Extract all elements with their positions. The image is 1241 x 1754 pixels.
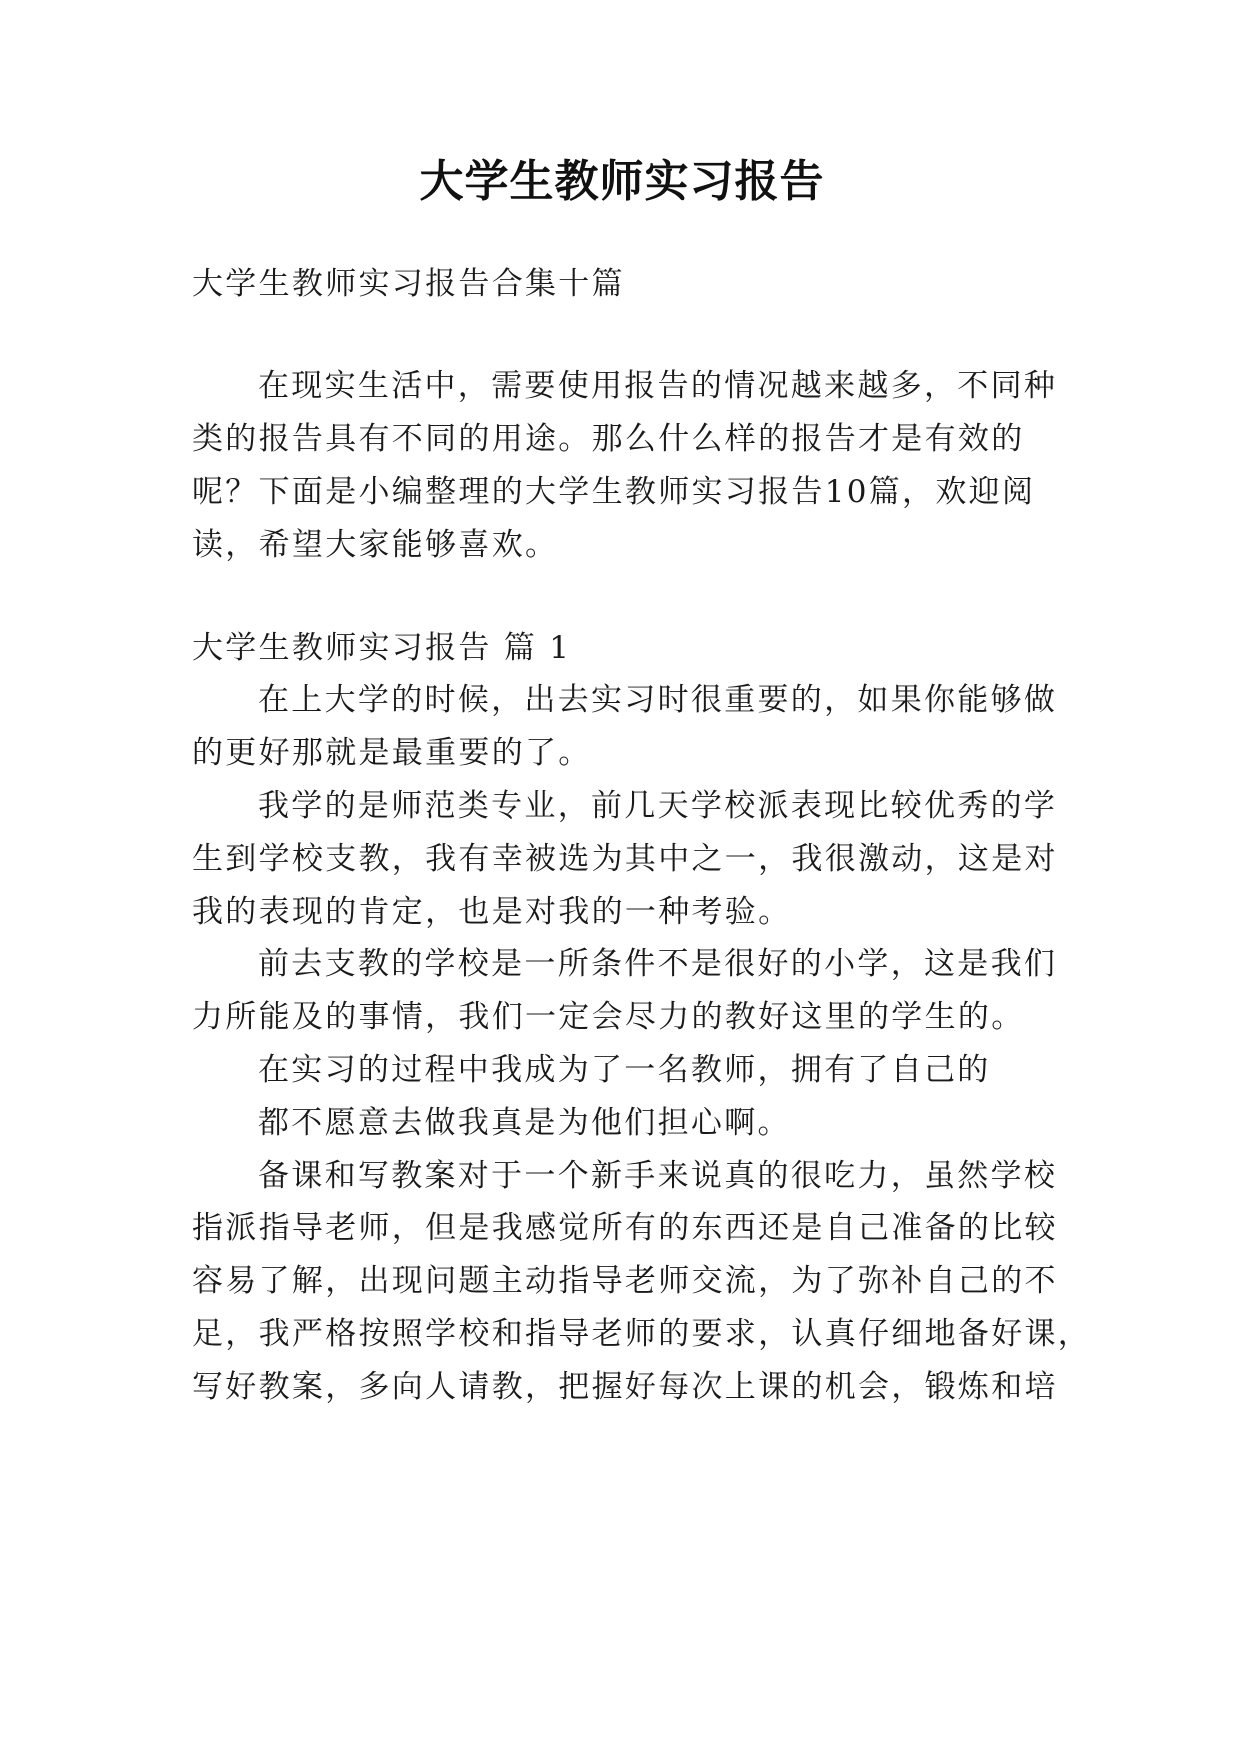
body-line-3: 我学的是师范类专业，前几天学校派表现比较优秀的学	[258, 788, 1058, 824]
intro-line-4: 读，希望大家能够喜欢。	[192, 527, 559, 563]
body-line-7: 力所能及的事情，我们一定会尽力的教好这里的学生的。	[192, 999, 1025, 1035]
body-line-13: 足，我严格按照学校和指导老师的要求，认真仔细地备好课，	[192, 1316, 1092, 1352]
body-line-12: 容易了解，出现问题主动指导老师交流，为了弥补自己的不	[192, 1263, 1058, 1299]
body-line-5: 我的表现的肯定，也是对我的一种考验。	[192, 894, 792, 930]
body-line-14: 写好教案，多向人请教，把握好每次上课的机会，锻炼和培	[192, 1369, 1058, 1405]
body-line-6: 前去支教的学校是一所条件不是很好的小学，这是我们	[258, 946, 1058, 982]
intro-line-2: 类的报告具有不同的用途。那么什么样的报告才是有效的	[192, 421, 1025, 457]
body-line-10: 备课和写教案对于一个新手来说真的很吃力，虽然学校	[258, 1158, 1058, 1194]
body-line-8: 在实习的过程中我成为了一名教师，拥有了自己的	[258, 1052, 991, 1088]
document-subtitle: 大学生教师实习报告合集十篇	[192, 266, 625, 302]
document-title: 大学生教师实习报告	[419, 156, 825, 207]
body-line-1: 在上大学的时候，出去实习时很重要的，如果你能够做	[258, 682, 1058, 718]
body-line-4: 生到学校支教，我有幸被选为其中之一，我很激动，这是对	[192, 841, 1058, 877]
body-line-2: 的更好那就是最重要的了。	[192, 735, 592, 771]
intro-line-1: 在现实生活中，需要使用报告的情况越来越多，不同种	[258, 368, 1058, 404]
body-line-11: 指派指导老师，但是我感觉所有的东西还是自己准备的比较	[192, 1210, 1058, 1246]
section-heading: 大学生教师实习报告 篇 1	[192, 630, 572, 666]
body-line-9: 都不愿意去做我真是为他们担心啊。	[258, 1105, 791, 1141]
intro-line-3: 呢？下面是小编整理的大学生教师实习报告10篇，欢迎阅	[192, 474, 1036, 510]
